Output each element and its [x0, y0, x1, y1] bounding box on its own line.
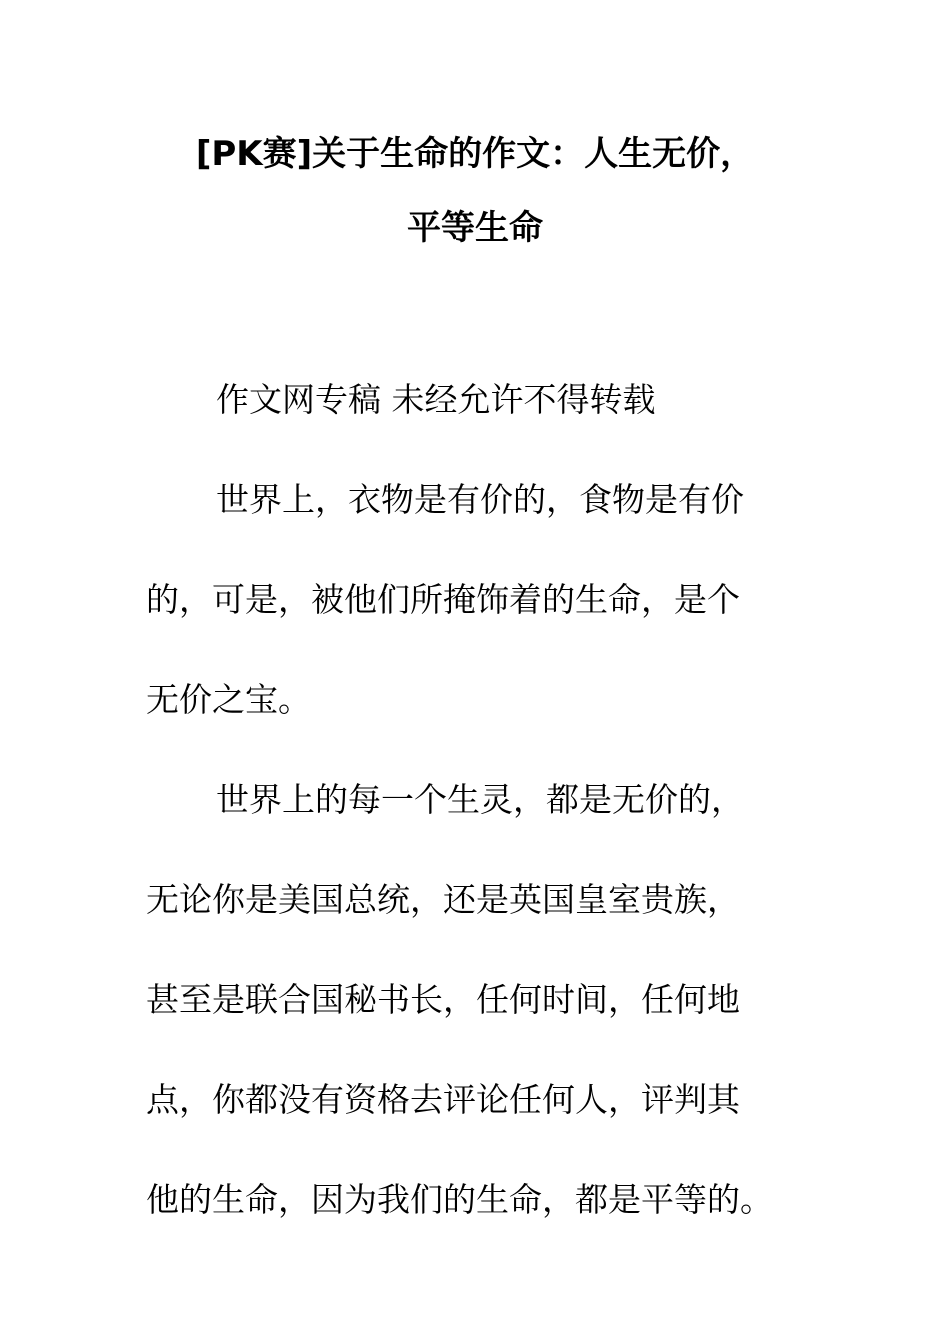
paragraph-2-line-3: 甚至是联合国秘书长，任何时间，任何地 — [146, 980, 740, 1019]
paragraph-2-line-5: 他的生命，因为我们的生命，都是平等的。 — [146, 1180, 773, 1219]
document-title-line-2: 平等生命 — [407, 208, 543, 248]
document-title-line-1: [PK赛]关于生命的作文：人生无价， — [195, 134, 755, 174]
copyright-notice: 作文网专稿 未经允许不得转载 — [216, 380, 656, 419]
paragraph-1-line-3: 无价之宝。 — [146, 680, 311, 719]
paragraph-2-line-4: 点，你都没有资格去评论任何人，评判其 — [146, 1080, 740, 1119]
paragraph-1-line-2: 的，可是，被他们所掩饰着的生命，是个 — [146, 580, 740, 619]
paragraph-2-line-1: 世界上的每一个生灵，都是无价的， — [216, 780, 744, 819]
paragraph-1-line-1: 世界上，衣物是有价的，食物是有价 — [216, 480, 744, 519]
paragraph-2-line-2: 无论你是美国总统，还是英国皇室贵族， — [146, 880, 740, 919]
